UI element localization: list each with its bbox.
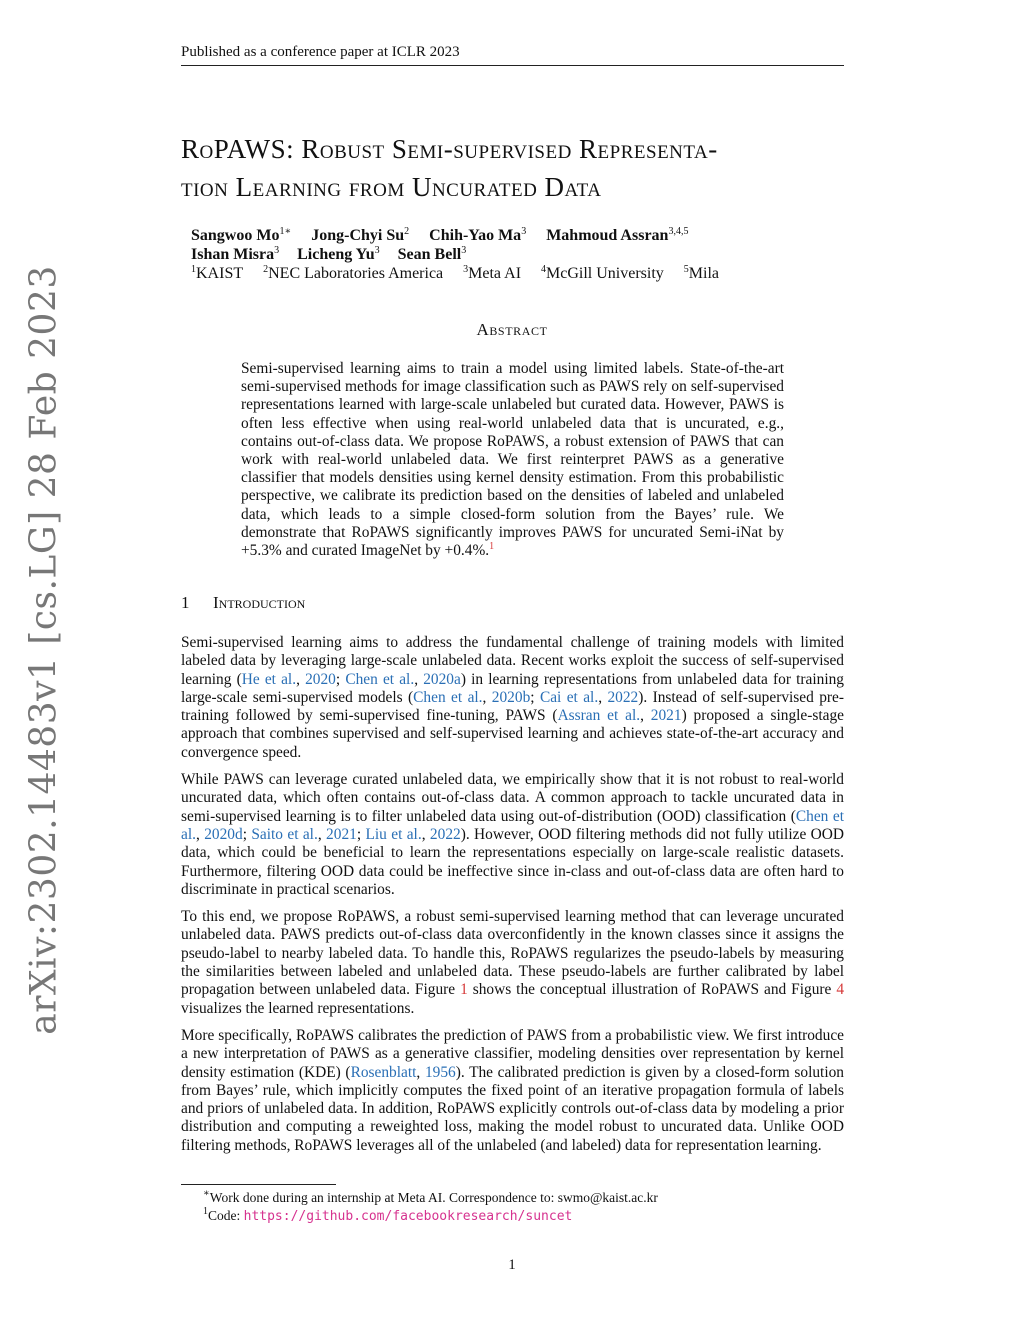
affiliation-mark: 4 bbox=[541, 264, 547, 275]
citation-year-link[interactable]: 1956 bbox=[424, 1063, 456, 1081]
affiliation: McGill University bbox=[546, 265, 664, 282]
author-block bbox=[191, 226, 719, 283]
author-name: Ishan Misra bbox=[191, 246, 275, 263]
text-run: ). Instead of self-supervised pre-training followed by semi-supervised fine-tuning, PAWS ( bbox=[181, 688, 844, 725]
text-run: ). However, OOD filtering methods did not fully utilize OOD data, which could be beneficial to learn the representations especially on large-scale realistic datasets. Furthermore, filtering OOD data could be ineffective since in-class and out-of-class data are often hard to discriminate in practical scenarios. bbox=[181, 825, 844, 898]
citation-year-link[interactable]: 2020b bbox=[491, 688, 531, 706]
page-number: 1 bbox=[508, 1257, 516, 1273]
citation-link[interactable]: Saito et al. bbox=[251, 825, 318, 843]
authors-line-1 bbox=[191, 226, 719, 245]
author-affiliation: 3 bbox=[374, 245, 380, 256]
code-url-link[interactable]: https://github.com/facebookresearch/suncet bbox=[243, 1209, 573, 1224]
header-rule bbox=[181, 65, 844, 66]
running-header: Published as a conference paper at ICLR 2023 bbox=[181, 44, 460, 60]
author-affiliation: 1∗ bbox=[279, 226, 292, 237]
citation-link[interactable]: Assran et al. bbox=[557, 707, 641, 725]
text-run: , bbox=[640, 707, 651, 725]
citation-year-link[interactable]: 2021 bbox=[326, 825, 357, 843]
citation-link[interactable]: Cai et al. bbox=[539, 688, 599, 706]
text-run: ). The calibrated prediction is given by a closed-form solution from Bayes’ rule, which implicitly computes the fixed point of an iterative propagation formula of labels and priors of unlabeled data. In addition, RoPAWS explicitly controls out-of-class data by modeling a prior distribution and computing a reweighted loss, making the model robust to uncurated data. Unlike OOD filtering methods, RoPAWS leverages all of the unlabeled (and labeled) data for representation learning. bbox=[181, 1063, 844, 1154]
figure-ref-link[interactable]: 4 bbox=[836, 981, 845, 999]
paper-title bbox=[181, 130, 861, 206]
text-run: Semi-supervised learning aims to address the fundamental challenge of training models with limited labeled data by leveraging large-scale unlabeled data. Recent works exploit the success of self-supervised learning ( bbox=[181, 634, 844, 688]
text-run: , bbox=[195, 825, 205, 843]
citation-link[interactable]: Liu et al. bbox=[365, 825, 422, 843]
authors-line-2 bbox=[191, 245, 719, 264]
paragraph bbox=[181, 771, 844, 899]
arxiv-side-label bbox=[16, 265, 72, 1035]
citation-year-link[interactable]: 2020 bbox=[305, 670, 336, 688]
body-text bbox=[181, 634, 844, 1164]
author-affiliation: 3,4,5 bbox=[668, 226, 689, 237]
text-run: More specifically, RoPAWS calibrates the prediction of PAWS from a probabilistic view. We first introduce a new interpretation of PAWS as a generative classifier, modeling densities over representation by kernel density estimation (KDE) ( bbox=[181, 1026, 844, 1081]
text-run: ; bbox=[242, 825, 252, 843]
affiliation: NEC Laboratories America bbox=[268, 265, 444, 282]
paragraph bbox=[181, 1027, 844, 1155]
text-run: ) in learning representations from unlabeled data for training large-scale semi-supervised models ( bbox=[181, 670, 845, 706]
text-run: , bbox=[296, 670, 306, 688]
author-name: Jong-Chyi Su bbox=[311, 227, 405, 244]
text-run: , bbox=[421, 825, 430, 843]
author-name: Chih-Yao Ma bbox=[429, 227, 522, 244]
text-run: While PAWS can leverage curated unlabeled data, we empirically show that it is not robust to real-world uncurated data, which often contains out-of-class data. A common approach to tackle uncurated data in semi-supervised learning is to filter unlabeled data using out-of-distribution (OOD) classification ( bbox=[181, 771, 844, 825]
text-run: ) proposed a single-stage approach that combines supervised and self-supervised learning and achieves state-of-the-art accuracy and convergence speed. bbox=[181, 707, 844, 761]
affiliation-mark: 1 bbox=[191, 264, 196, 275]
citation-year-link[interactable]: 2021 bbox=[650, 707, 682, 725]
affiliation-mark: 2 bbox=[263, 264, 269, 275]
citation-link[interactable]: Rosenblatt bbox=[350, 1063, 417, 1081]
section-title: Introduction bbox=[213, 593, 306, 612]
affiliation: Meta AI bbox=[468, 265, 522, 282]
footnote-rule bbox=[181, 1184, 336, 1185]
title-line-2: tion Learning from Uncurated Data bbox=[181, 172, 602, 202]
author-name: Sangwoo Mo bbox=[191, 227, 280, 244]
paragraph bbox=[181, 634, 844, 762]
text-run: , bbox=[317, 825, 327, 843]
footnote bbox=[203, 1207, 658, 1226]
author-name: Licheng Yu bbox=[297, 246, 375, 263]
affiliation-mark: 3 bbox=[463, 264, 469, 275]
footnote-mark: 1 bbox=[203, 1206, 208, 1217]
text-run: , bbox=[482, 688, 492, 706]
affiliation: KAIST bbox=[196, 265, 244, 282]
section-heading bbox=[181, 593, 305, 613]
text-run: ; bbox=[356, 825, 366, 843]
citation-year-link[interactable]: 2022 bbox=[429, 825, 461, 843]
text-run: shows the conceptual illustration of RoPAWS and Figure bbox=[467, 981, 837, 999]
citation-link[interactable]: He et al. bbox=[241, 670, 297, 688]
author-affiliation: 3 bbox=[521, 226, 527, 237]
footnote-text: Work done during an internship at Meta AI. Correspondence to: swmo@kaist.ac.kr bbox=[209, 1190, 658, 1205]
citation-year-link[interactable]: 2022 bbox=[607, 688, 639, 706]
text-run: ; bbox=[335, 670, 346, 688]
abstract-text bbox=[241, 360, 784, 560]
affiliation-mark: 5 bbox=[683, 264, 689, 275]
footnotes bbox=[203, 1189, 658, 1226]
affiliations-line bbox=[191, 264, 719, 283]
citation-link[interactable]: Chen et al. bbox=[181, 807, 844, 843]
citation-year-link[interactable]: 2020a bbox=[423, 670, 461, 688]
citation-link[interactable]: Chen et al. bbox=[345, 670, 415, 688]
footnote-mark: ∗ bbox=[203, 1188, 210, 1199]
text-run: , bbox=[416, 1063, 425, 1081]
footnote bbox=[203, 1189, 658, 1207]
author-affiliation: 3 bbox=[461, 245, 467, 256]
text-run: , bbox=[598, 688, 608, 706]
arxiv-identifier: arXiv:2302.14483v1 [cs.LG] 28 Feb 2023 bbox=[23, 265, 65, 1035]
author-name: Mahmoud Assran bbox=[546, 227, 669, 244]
paragraph bbox=[181, 908, 844, 1018]
footnote-text: Code: bbox=[208, 1208, 244, 1223]
text-run: ; bbox=[530, 688, 540, 706]
text-run: , bbox=[414, 670, 424, 688]
abstract-heading: Abstract bbox=[476, 320, 548, 339]
abstract-body: Semi-supervised learning aims to train a model using limited labels. State-of-the-art semi-supervised methods for image classification such as PAWS rely on self-supervised representations learned with large-scale unlabeled but curated data. However, PAWS is often less effective when using real-world unlabeled data that is uncurated, e.g., contains out-of-class data. We propose RoPAWS, a robust extension of PAWS that can work with real-world unlabeled data. We first reinterpret PAWS as a generative classifier that models densities using kernel density estimation. From this probabilistic perspective, we calibrate its prediction based on the densities of labeled and unlabeled data, which leads to a simple closed-form solution from the Bayes’ rule. We demonstrate that RoPAWS significantly improves PAWS for uncurated Semi-iNat by +5.3% and curated ImageNet by +0.4%. bbox=[241, 360, 784, 560]
author-name: Sean Bell bbox=[397, 246, 462, 263]
author-affiliation: 2 bbox=[404, 226, 410, 237]
figure-ref-link[interactable]: 1 bbox=[460, 981, 468, 999]
text-run: To this end, we propose RoPAWS, a robust semi-supervised learning method that can leverage uncurated unlabeled data. PAWS predicts out-of-class data overconfidently in the known classes since it assigns the pseudo-label to nearby labeled data. To handle this, RoPAWS regularizes the pseudo-labels by measuring the similarities between labeled and unlabeled data. These pseudo-labels are further calibrated by label propagation between unlabeled data. Figure bbox=[181, 908, 844, 999]
citation-year-link[interactable]: 2020d bbox=[204, 825, 243, 843]
affiliation: Mila bbox=[688, 265, 720, 282]
footnote-ref[interactable]: 1 bbox=[489, 541, 495, 553]
section-number: 1 bbox=[181, 593, 190, 612]
author-affiliation: 3 bbox=[274, 245, 280, 256]
text-run: visualizes the learned representations. bbox=[181, 999, 415, 1017]
title-line-1: RoPAWS: Robust Semi-supervised Representa- bbox=[181, 134, 718, 164]
citation-link[interactable]: Chen et al. bbox=[413, 688, 483, 706]
